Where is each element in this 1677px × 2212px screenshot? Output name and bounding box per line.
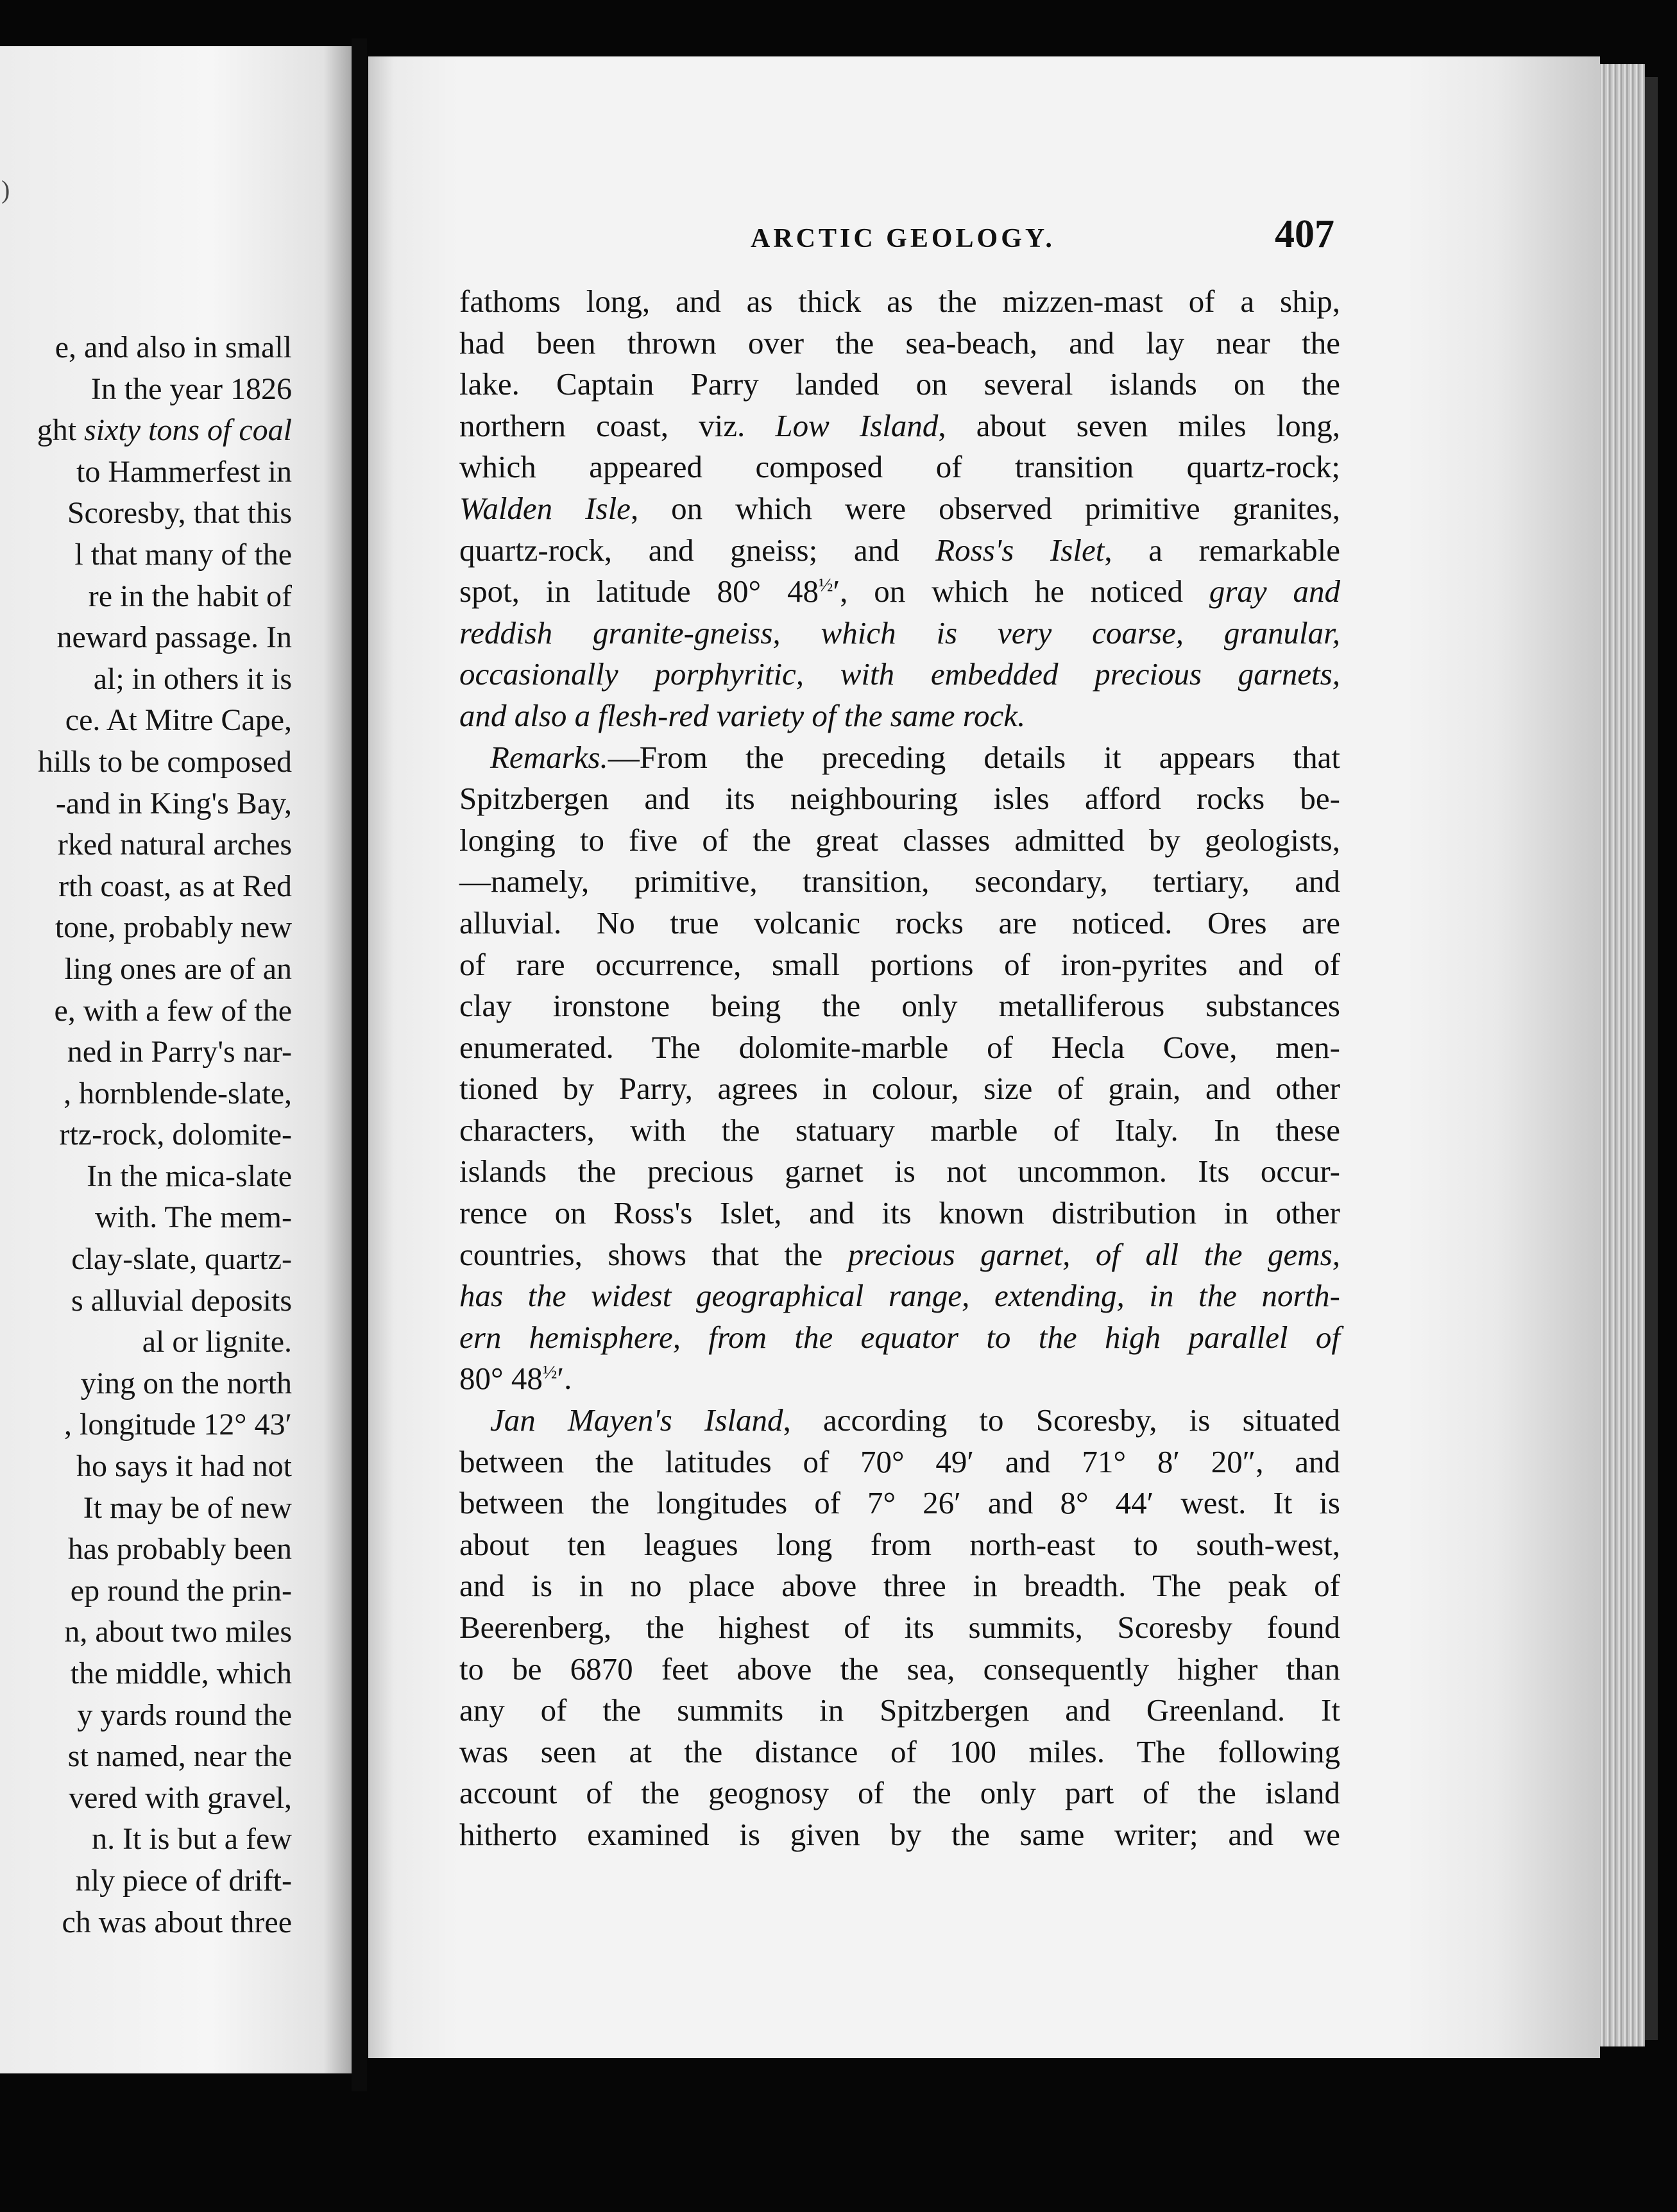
left-line: In the year 1826 (90, 371, 292, 406)
left-line: Scoresby, that this (67, 496, 292, 531)
text-line: hitherto examined is given by the same writer; and we (459, 1816, 1340, 1852)
text-line: Remarks.—From the preceding details it appears that (490, 739, 1340, 775)
left-line: neward passage. In (56, 620, 292, 655)
text-line: longing to five of the great classes admitted by geologists, (459, 822, 1340, 858)
text-line: between the longitudes of 7° 26′ and 8° 44′ west. It is (459, 1485, 1340, 1521)
left-line: , hornblende-slate, (64, 1076, 292, 1110)
text-line: account of the geognosy of the only part of the island (459, 1775, 1340, 1811)
fraction-half: ½ (818, 574, 833, 596)
text-line: Walden Isle, on which were observed primitive granites, (459, 490, 1341, 526)
text-line: of rare occurrence, small portions of iron-pyrites and of (459, 946, 1340, 982)
text-line: any of the summits in Spitzbergen and Greenland. It (459, 1692, 1340, 1728)
left-line: nly piece of drift- (75, 1863, 292, 1898)
left-line: hills to be composed (38, 744, 292, 779)
left-line: , longitude 12° 43′ (64, 1408, 292, 1442)
text-line: was seen at the distance of 100 miles. The following (459, 1733, 1340, 1769)
text-line: spot, in latitude 80° $48^{\frac{1}{2}}'$, on which he noticed gray and (459, 574, 1340, 609)
left-line: tone, probably new (55, 910, 292, 945)
left-line: rth coast, as at Red (58, 869, 292, 903)
text-line: between the latitudes of 70° 49′ and 71° 8′ 20″, and (459, 1443, 1340, 1479)
left-line: ho says it had not (76, 1449, 292, 1484)
left-line: ying on the north (80, 1366, 292, 1400)
left-line: In the mica-slate (87, 1159, 292, 1193)
text-line (459, 1275, 1340, 1317)
page-edges (1600, 64, 1645, 2046)
text-line: Beerenberg, the highest of its summits, Scoresby found (459, 1610, 1340, 1645)
text-line: characters, with the statuary marble of Italy. In these (459, 1112, 1340, 1148)
left-line: re in the habit of (88, 579, 292, 613)
left-line: rtz-rock, dolomite- (59, 1118, 292, 1152)
text-line: quartz-rock, and gneiss; and Ross's Islet, a remarkable (459, 532, 1340, 568)
left-line: st named, near the (67, 1739, 292, 1774)
italic-phrase: Remarks. (490, 739, 608, 775)
text-line: northern coast, viz. Low Island, about seven miles long, (459, 407, 1340, 443)
text-line (459, 1317, 1340, 1359)
text-line: enumerated. The dolomite-marble of Hecla Cove, men- (459, 1029, 1340, 1065)
left-page-text (0, 327, 292, 1943)
left-line: ch was about three (62, 1905, 292, 1939)
left-line: y yards round the (77, 1697, 292, 1732)
left-line: n. It is but a few (92, 1822, 292, 1857)
italic-phrase: ern hemisphere, from the equator to the high parallel of (459, 1319, 1340, 1355)
page-header (751, 212, 1334, 263)
left-line: It may be of new (83, 1490, 292, 1525)
text-line: had been thrown over the sea-beach, and lay near the (459, 325, 1340, 361)
italic-phrase: occasionally porphyritic, with embedded precious garnets, (459, 656, 1340, 692)
fraction-half: ½ (542, 1361, 558, 1383)
text-line: countries, shows that the precious garnet, of all the gems, (459, 1236, 1340, 1272)
text-line (459, 613, 1340, 654)
italic-phrase: sixty tons of coal (84, 413, 292, 448)
left-line: the middle, which (70, 1656, 292, 1690)
text-line: alluvial. No true volcanic rocks are noticed. Ores are (459, 905, 1340, 940)
italic-phrase: and also a flesh-red variety of the same rock. (459, 697, 1026, 733)
text-line: islands the precious garnet is not uncommon. Its occur- (459, 1153, 1340, 1189)
italic-phrase: gray and (1209, 574, 1340, 609)
text-line: Jan Mayen's Island, according to Scoresby, is situated (490, 1402, 1340, 1438)
margin-mark: ) (1, 175, 10, 204)
text-line (459, 695, 1340, 737)
italic-phrase: Walden Isle (459, 490, 631, 526)
left-line: ling ones are of an (64, 951, 292, 986)
left-line (0, 410, 292, 452)
text-line: 80° $48^{\frac{1}{2}}'$. (459, 1361, 572, 1397)
book-gutter (352, 38, 367, 2091)
italic-phrase: precious garnet, of all the gems, (847, 1236, 1340, 1272)
text-line (459, 654, 1340, 695)
page-number: 407 (1275, 212, 1334, 256)
left-line: has probably been (67, 1532, 292, 1567)
left-line: s alluvial deposits (71, 1283, 292, 1318)
left-line: vered with gravel, (69, 1780, 292, 1815)
text-line: clay ironstone being the only metalliferous substances (459, 988, 1340, 1024)
italic-phrase: Jan Mayen's Island (490, 1402, 783, 1438)
body-text (459, 281, 1340, 1856)
running-head: ARCTIC GEOLOGY. (751, 224, 1055, 253)
left-line: ce. At Mitre Cape, (65, 703, 292, 738)
italic-phrase: reddish granite-gneiss, which is very coarse, granular, (459, 615, 1340, 651)
left-line: l that many of the (74, 537, 292, 572)
left-line-part: ght sixty tons of coal (37, 413, 292, 448)
text-line: fathoms long, and as thick as the mizzen-mast of a ship, (459, 284, 1340, 319)
left-line: al or lignite. (142, 1325, 292, 1359)
italic-phrase: Ross's Islet (935, 532, 1105, 568)
text-line: —namely, primitive, transition, secondary, tertiary, and (459, 864, 1340, 899)
left-line: ep round the prin- (70, 1573, 292, 1608)
text-line: lake. Captain Parry landed on several islands on the (459, 366, 1340, 402)
text-line: and is in no place above three in breadth. The peak of (459, 1568, 1340, 1604)
left-line: e, and also in small (55, 330, 292, 364)
left-line: clay-slate, quartz- (71, 1242, 292, 1277)
left-line: e, with a few of the (54, 993, 292, 1028)
left-line: rked natural arches (57, 828, 292, 862)
left-line: ned in Parry's nar- (67, 1035, 292, 1069)
text-line: tioned by Parry, agrees in colour, size of grain, and other (459, 1071, 1340, 1107)
left-line: to Hammerfest in (76, 454, 292, 489)
left-line: al; in others it is (93, 661, 292, 696)
text-line: about ten leagues long from north-east to south-west, (459, 1526, 1340, 1562)
text-line: rence on Ross's Islet, and its known distribution in other (459, 1195, 1340, 1231)
text-line: Spitzbergen and its neighbouring isles afford rocks be- (459, 781, 1340, 817)
text-line: which appeared composed of transition quartz-rock; (459, 449, 1340, 485)
left-line: n, about two miles (64, 1615, 292, 1649)
left-line: -and in King's Bay, (55, 786, 292, 821)
left-line: with. The mem- (94, 1200, 292, 1235)
italic-phrase: has the widest geographical range, extending, in the north- (459, 1278, 1340, 1314)
italic-phrase: Low Island (775, 407, 939, 443)
text-line: to be 6870 feet above the sea, consequently higher than (459, 1651, 1340, 1687)
edge-shadow (1645, 77, 1658, 2040)
left-page (0, 46, 352, 2073)
